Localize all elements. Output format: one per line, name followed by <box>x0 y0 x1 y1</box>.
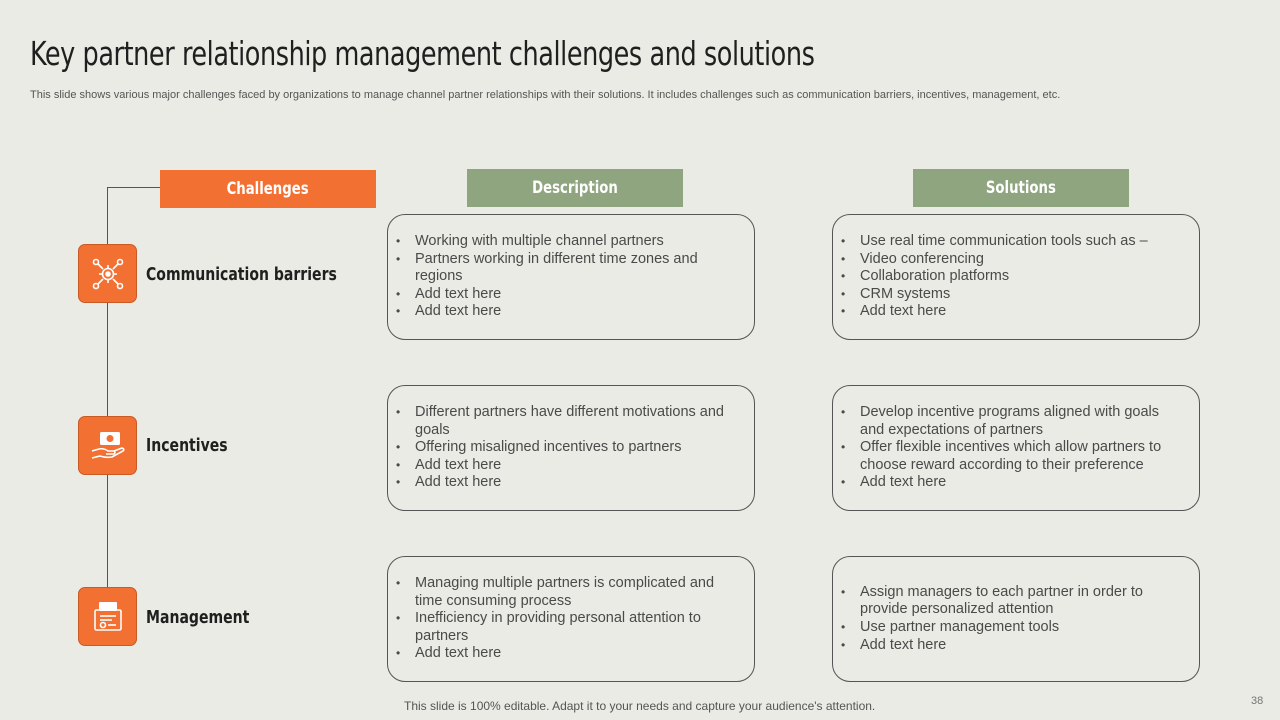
solution-card-incentives <box>832 385 1200 511</box>
list-item: • Partners working in different time zones and regions <box>396 251 734 286</box>
description-card-communication <box>387 214 755 340</box>
list-item: • Add text here <box>396 645 734 663</box>
list-item: • Inefficiency in providing personal attention to partners <box>396 610 734 645</box>
list-item: • Add text here <box>396 474 734 492</box>
list-item: • Collaboration platforms <box>841 268 1179 286</box>
list-item: • Different partners have different motivations and goals <box>396 404 734 439</box>
description-card-incentives <box>387 385 755 511</box>
list-item: • Offering misaligned incentives to partners <box>396 439 734 457</box>
page-number: 38 <box>1251 695 1264 707</box>
list-item: • Add text here <box>841 637 1179 655</box>
solution-card-communication <box>832 214 1200 340</box>
footer-note: This slide is 100% editable. Adapt it to your needs and capture your audience's attention. <box>404 699 876 713</box>
solution-card-management <box>832 556 1200 682</box>
list-item: • Add text here <box>396 286 734 304</box>
list-item: • CRM systems <box>841 286 1179 304</box>
challenge-communication-barriers: Communication barriers <box>146 264 337 285</box>
list-item: • Use real time communication tools such as – <box>841 233 1179 251</box>
list-item: • Use partner management tools <box>841 619 1179 637</box>
network-settings-icon <box>78 244 137 303</box>
slide-subtitle: This slide shows various major challenges faced by organizations to manage channel partner relationships with their solutions. It includes challenges such as communication barriers, incentives, management, etc. <box>30 89 1061 101</box>
challenge-incentives: Incentives <box>146 435 228 456</box>
list-item: • Add text here <box>841 303 1179 321</box>
list-item: • Add text here <box>841 474 1179 492</box>
list-item: • Add text here <box>396 303 734 321</box>
list-item: • Assign managers to each partner in order to provide personalized attention <box>841 584 1179 619</box>
list-item: • Add text here <box>396 457 734 475</box>
slide-title: Key partner relationship management challenges and solutions <box>30 34 815 73</box>
list-item: • Video conferencing <box>841 251 1179 269</box>
hand-money-icon <box>78 416 137 475</box>
description-card-management <box>387 556 755 682</box>
list-item: • Develop incentive programs aligned with goals and expectations of partners <box>841 404 1179 439</box>
challenge-management: Management <box>146 607 250 628</box>
description-header: Description <box>467 169 683 207</box>
challenges-header: Challenges <box>160 170 376 208</box>
management-document-icon <box>78 587 137 646</box>
connector-branch <box>107 187 160 188</box>
list-item: • Managing multiple partners is complicated and time consuming process <box>396 575 734 610</box>
solutions-header: Solutions <box>913 169 1129 207</box>
list-item: • Offer flexible incentives which allow partners to choose reward according to their preference <box>841 439 1179 474</box>
list-item: • Working with multiple channel partners <box>396 233 734 251</box>
